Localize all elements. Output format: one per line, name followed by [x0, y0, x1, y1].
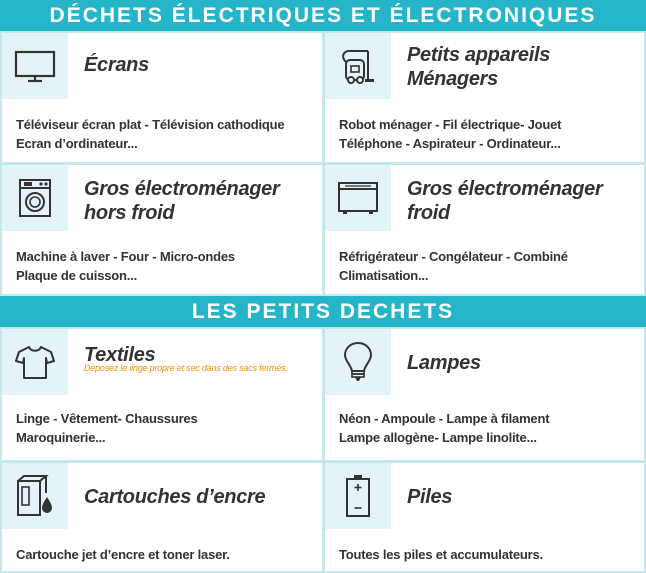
card-description: Toutes les piles et accumulateurs. — [339, 547, 543, 562]
vacuum-cleaner-icon — [325, 33, 391, 99]
light-bulb-icon — [325, 329, 391, 395]
battery-icon — [325, 463, 391, 529]
card-gros-electromenager-hors-froid — [0, 163, 324, 296]
card-title: Écrans — [84, 54, 149, 76]
ink-cartridge-icon — [2, 463, 68, 529]
card-cartouches — [0, 461, 324, 573]
card-title: Cartouches d’encre — [84, 486, 266, 508]
card-description: Linge - Vêtement- Chaussures Maroquinerie... — [16, 411, 198, 445]
card-description: Cartouche jet d’encre et toner laser. — [16, 547, 230, 562]
refrigerator-icon — [325, 165, 391, 231]
card-gros-electromenager-froid — [323, 163, 646, 296]
card-title: Textiles — [84, 344, 156, 366]
washing-machine-icon — [2, 165, 68, 231]
card-title: Piles — [407, 486, 453, 508]
card-description: Téléviseur écran plat - Télévision cathodique Ecran d’ordinateur... — [16, 117, 285, 151]
section-header-electronics: DÉCHETS ÉLECTRIQUES ET ÉLECTRONIQUES — [0, 0, 646, 31]
card-description: Réfrigérateur - Congélateur - Combiné Climatisation... — [339, 249, 568, 283]
card-lampes — [323, 327, 646, 462]
section-header-small-waste: LES PETITS DECHETS — [0, 296, 646, 327]
card-description: Machine à laver - Four - Micro-ondes Plaque de cuisson... — [16, 249, 235, 283]
card-note: Déposez le linge propre et sec dans des sacs fermés. — [84, 363, 288, 373]
card-description: Néon - Ampoule - Lampe à filament Lampe allogène- Lampe linolite... — [339, 411, 550, 445]
card-title: Gros électroménager hors froid — [84, 178, 280, 224]
card-piles — [323, 461, 646, 573]
card-title: Petits appareils Ménagers — [407, 44, 551, 90]
card-title: Lampes — [407, 352, 481, 374]
card-ecrans — [0, 31, 324, 164]
card-description: Robot ménager - Fil électrique- Jouet Téléphone - Aspirateur - Ordinateur... — [339, 117, 562, 151]
card-title: Gros électroménager froid — [407, 178, 603, 224]
card-textiles — [0, 327, 324, 462]
tv-screen-icon — [2, 33, 68, 99]
card-petits-appareils — [323, 31, 646, 164]
tshirt-icon — [2, 329, 68, 395]
